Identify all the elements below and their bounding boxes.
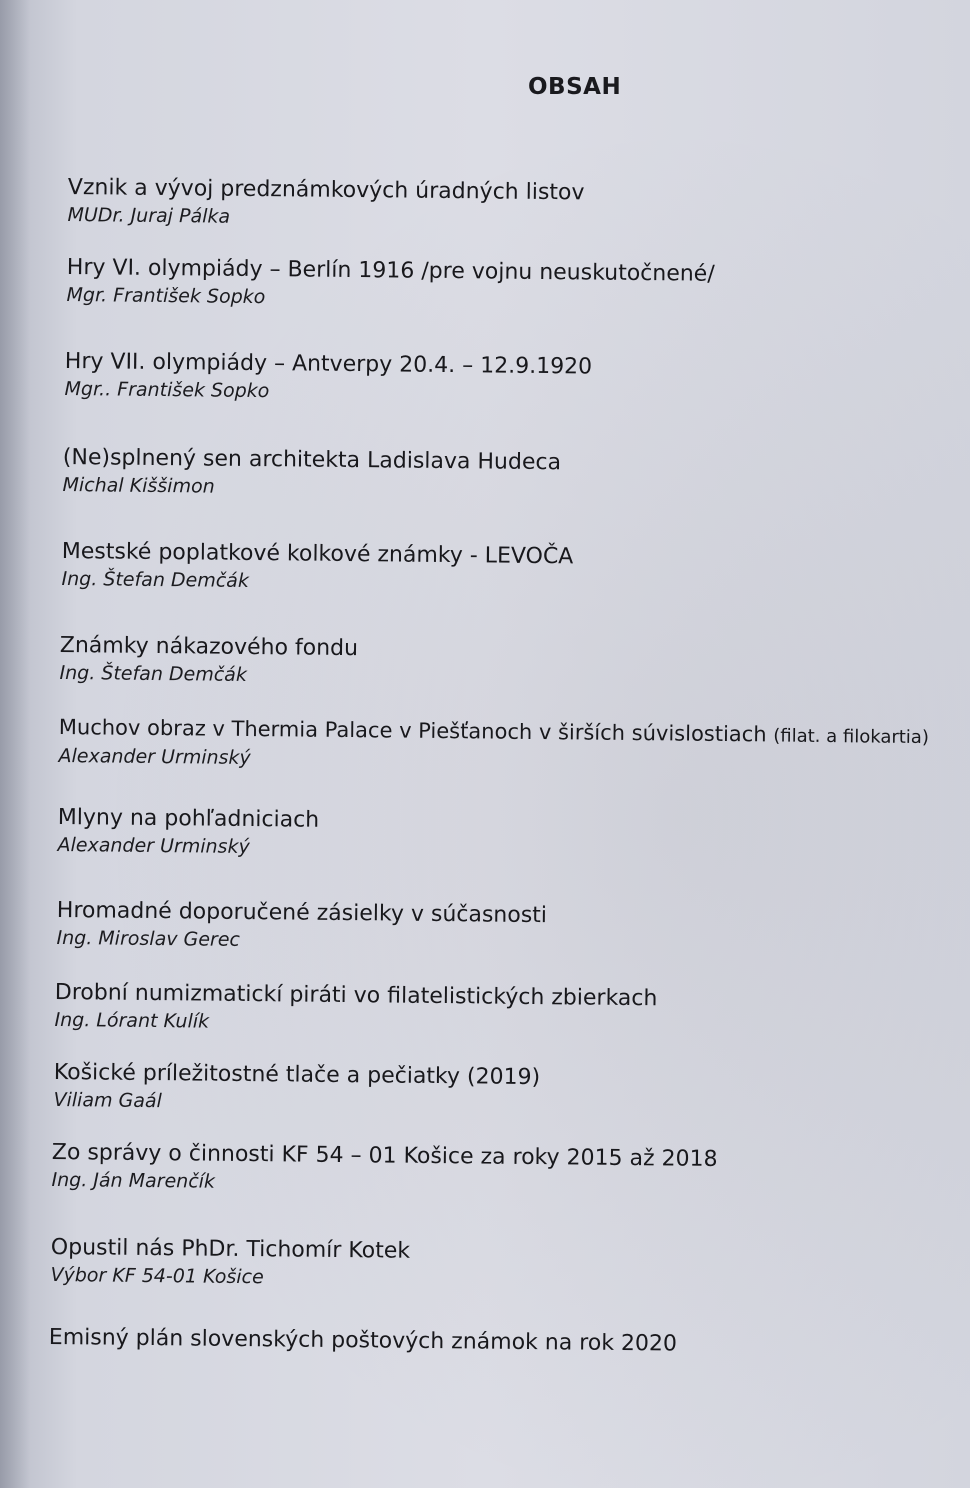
toc-entry xyxy=(61,538,573,597)
toc-entry-title-suffix: (filat. a filokartia) xyxy=(773,725,930,749)
toc-entry-title: Emisný plán slovenských poštových známok na rok 2020 xyxy=(48,1325,678,1357)
toc-entry-title: (Ne)splnený sen architekta Ladislava Hudeca xyxy=(62,444,562,476)
toc-entry xyxy=(64,348,592,408)
toc-entry xyxy=(56,897,547,956)
toc-entry xyxy=(59,632,358,689)
toc-entry-author: Výbor KF 54-01 Košice xyxy=(50,1263,264,1289)
toc-entry-author: Alexander Urminský xyxy=(57,833,250,859)
toc-entry xyxy=(58,713,929,778)
toc-entry-author: Alexander Urminský xyxy=(58,744,251,770)
toc-entry-author: MUDr. Juraj Pálka xyxy=(67,203,231,228)
toc-entry-title: Hry VII. olympiády – Antverpy 20.4. – 12.9.1920 xyxy=(64,348,593,380)
toc-entry-title: Muchov obraz v Thermia Palace v Piešťanoch v širších súvislostiach xyxy=(58,714,767,747)
toc-entry-title: Vznik a vývoj predznámkových úradných listov xyxy=(67,174,585,206)
toc-entry xyxy=(57,804,319,861)
toc-entry-author: Michal Kiššimon xyxy=(62,473,215,498)
toc-entry-author: Ing. Štefan Demčák xyxy=(59,661,248,686)
toc-entry-title: Košické príležitostné tlače a pečiatky (2019) xyxy=(53,1060,541,1091)
page-title: OBSAH xyxy=(528,74,622,100)
toc-entry xyxy=(50,1234,410,1292)
toc-entry-author: Ing. Ján Marenčík xyxy=(51,1168,216,1193)
toc-entry-author: Viliam Gaál xyxy=(53,1088,163,1113)
toc-entry-title: Zo správy o činnosti KF 54 – 01 Košice za roky 2015 až 2018 xyxy=(51,1140,718,1172)
page-edge-shadow xyxy=(0,0,30,1488)
toc-entry-author: Ing. Miroslav Gerec xyxy=(56,926,241,951)
toc-entry-title: Drobní numizmatickí piráti vo filatelistických zbierkach xyxy=(54,979,658,1012)
toc-entry xyxy=(66,254,714,315)
toc-entry-title: Opustil nás PhDr. Tichomír Kotek xyxy=(50,1235,411,1264)
toc-entry-author: Mgr. František Sopko xyxy=(66,283,266,309)
toc-entry xyxy=(51,1139,717,1200)
toc-entry-title: Hromadné doporučené zásielky v súčasnosti xyxy=(56,897,548,929)
toc-entry xyxy=(53,1059,540,1118)
toc-entry xyxy=(54,979,657,1039)
toc-entry-title: Hry VI. olympiády – Berlín 1916 /pre vojnu neuskutočnené/ xyxy=(66,254,715,287)
toc-entry xyxy=(62,444,561,503)
toc-entry-author: Ing. Lórant Kulík xyxy=(54,1008,210,1033)
toc-entry-author: Mgr.. František Sopko xyxy=(64,377,270,403)
toc-entry-title: Mlyny na pohľadniciach xyxy=(57,804,320,833)
toc-entry xyxy=(49,1324,677,1359)
toc-entry-author: Ing. Štefan Demčák xyxy=(61,567,250,592)
toc-entry-title: Mestské poplatkové kolkové známky - LEVOČA xyxy=(61,538,574,570)
toc-entry-title: Známky nákazového fondu xyxy=(59,632,359,662)
toc-entry xyxy=(67,174,584,233)
